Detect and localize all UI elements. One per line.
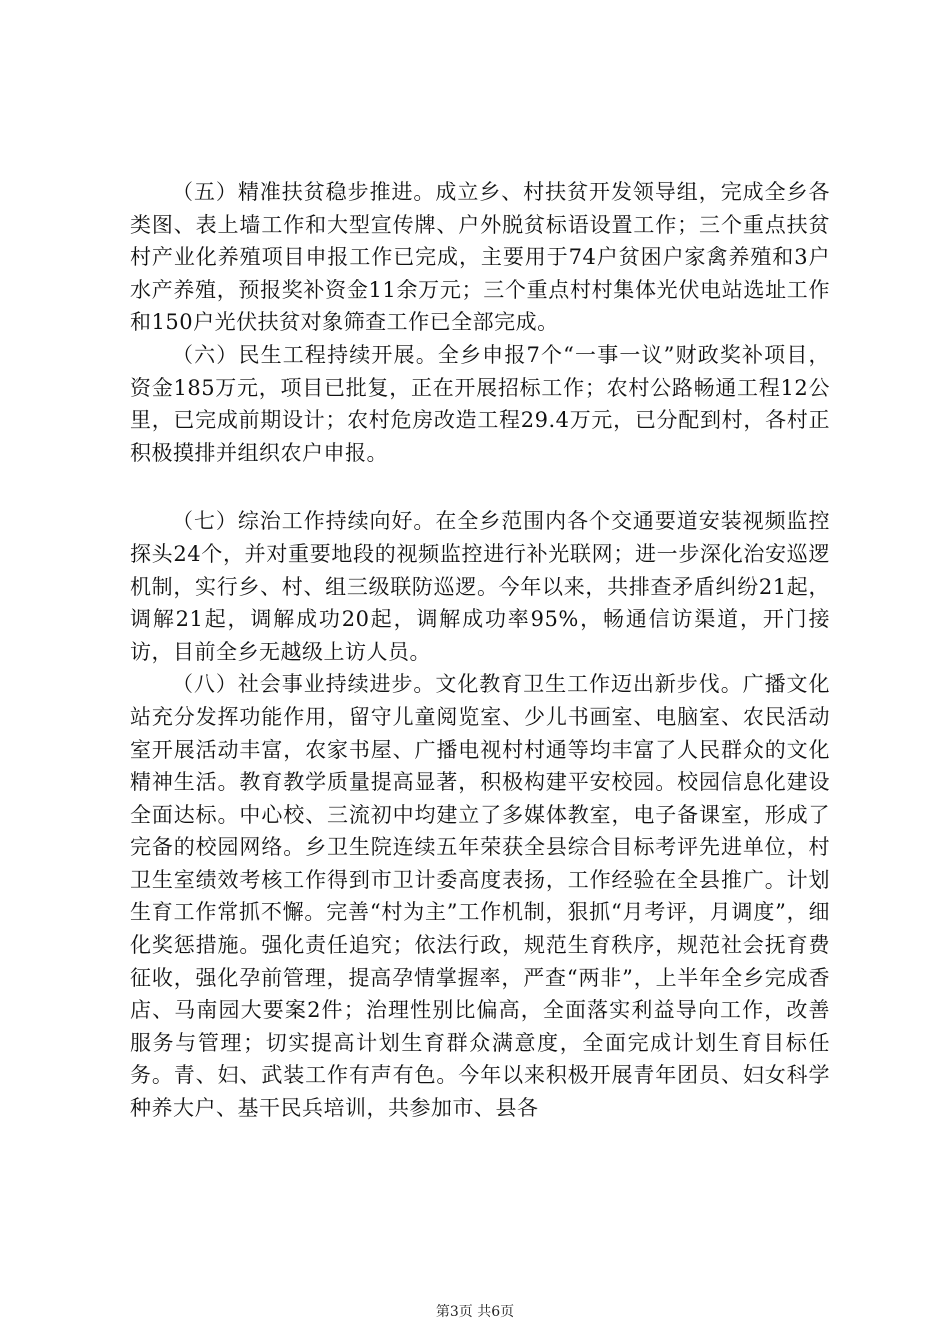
paragraph-social-affairs: （八）社会事业持续进步。文化教育卫生工作迈出新步伐。广播文化站充分发挥功能作用，留守儿童阅览室、少儿书画室、电脑室、农民活动室开展活动丰富，农家书屋、广播电视村村通等均丰富了人民群众的文化精神生活。教育教学质量提高显著，积极构建平安校园。校园信息化建设全面达标。中心校、三流初中均建立了多媒体教室，电子备课室，形成了完备的校园网络。乡卫生院连续五年荣获全县综合目标考评先进单位，村卫生室绩效考核工作得到市卫计委高度表扬，工作经验在全县推广。计划生育工作常抓不懈。完善“村为主”工作机制，狠抓“月考评，月调度”，细化奖惩措施。强化责任追究；依法行政，规范生育秩序，规范社会抚育费征收，强化孕前管理，提高孕情掌握率，严查“两非”，上半年全乡完成香店、马南园大要案2件；治理性别比偏高，全面落实利益导向工作，改善服务与管理；切实提高计划生育群众满意度，全面完成计划生育目标任务。青、妇、武装工作有声有色。今年以来积极开展青年团员、妇女科学种养大户、基干民兵培训，共参加市、县各 (130, 672, 830, 1121)
paragraph-spacer (130, 469, 830, 505)
paragraph-poverty-alleviation: （五）精准扶贫稳步推进。成立乡、村扶贫开发领导组，完成全乡各类图、表上墙工作和大型宣传牌、户外脱贫标语设置工作；三个重点扶贫村产业化养殖项目申报工作已完成，主要用于74户贫困户家禽养殖和3户水产养殖，预报奖补资金11余万元；三个重点村村集体光伏电站选址工作和150户光伏扶贫对象筛查工作已全部完成。 (130, 180, 830, 335)
page-number-footer: 第3页 共6页 (435, 1304, 515, 1320)
document-body (130, 176, 830, 1125)
paragraph-livelihood-projects: （六）民生工程持续开展。全乡申报7个“一事一议”财政奖补项目，资金185万元，项目已批复，正在开展招标工作；农村公路畅通工程12公里，已完成前期设计；农村危房改造工程29.4万元，已分配到村，各村正积极摸排并组织农户申报。 (130, 342, 830, 465)
paragraph-public-security: （七）综治工作持续向好。在全乡范围内各个交通要道安装视频监控探头24个，并对重要地段的视频监控进行补光联网；进一步深化治安巡逻机制，实行乡、村、组三级联防巡逻。今年以来，共排查矛盾纠纷21起，调解21起，调解成功20起，调解成功率95%，畅通信访渠道，开门接访，目前全乡无越级上访人员。 (130, 509, 830, 664)
